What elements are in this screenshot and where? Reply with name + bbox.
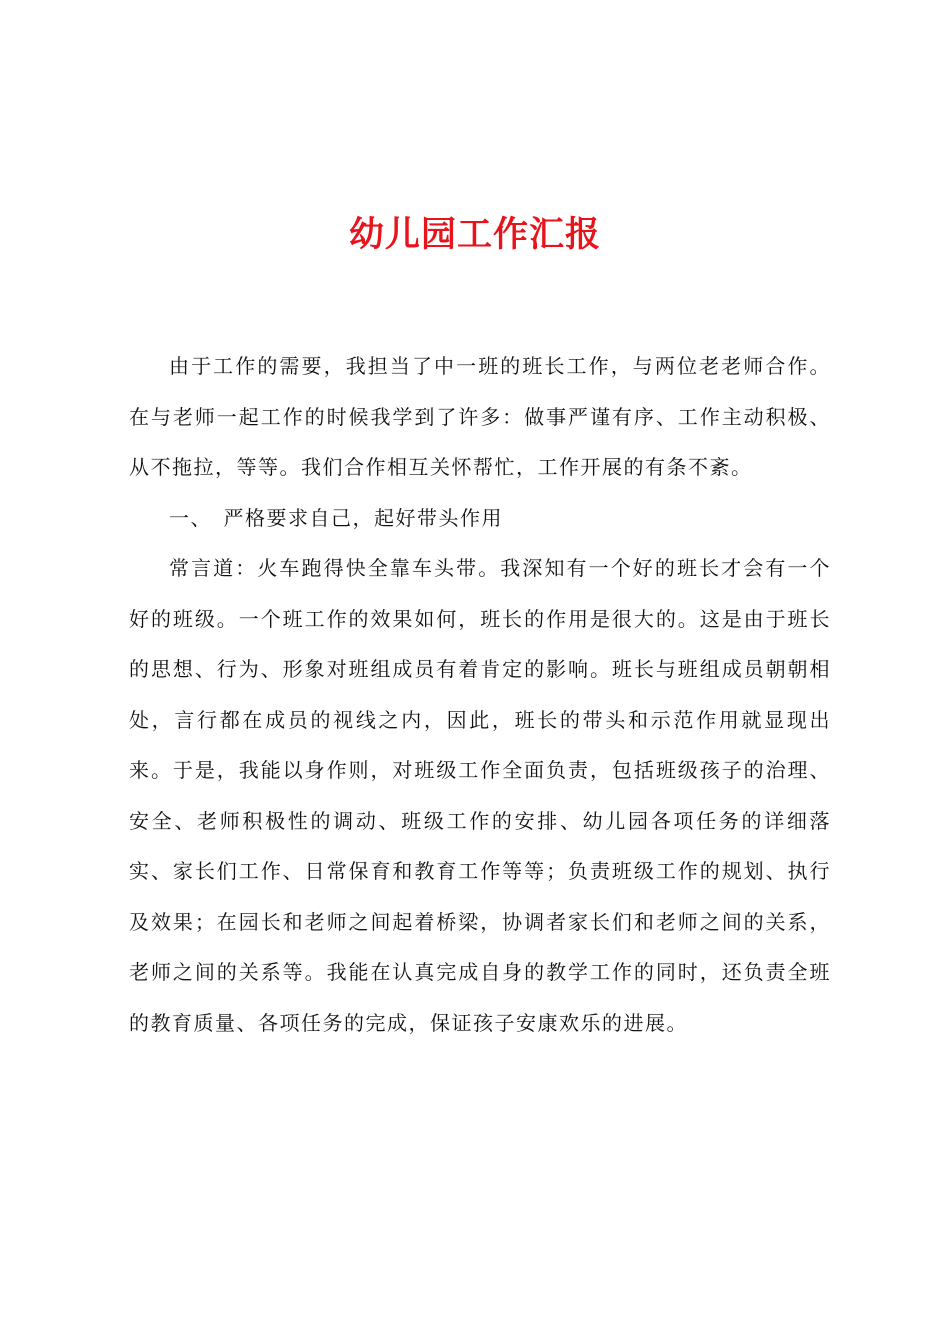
document-body bbox=[129, 341, 831, 1048]
document-title: 幼儿园工作汇报 bbox=[348, 214, 601, 255]
section-heading: 一、 严格要求自己，起好带头作用 bbox=[169, 505, 503, 530]
section-paragraph: 常言道：火车跑得快全靠车头带。我深知有一个好的班长才会有一个好的班级。一个班工作的效果如何，班长的作用是很大的。这是由于班长的思想、行为、形象对班组成员有着肯定的影响。班长与班组成员朝朝相处，言行都在成员的视线之内，因此，班长的带头和示范作用就显现出来。于是，我能以身作则，对班级工作全面负责，包括班级孩子的治理、安全、老师积极性的调动、班级工作的安排、幼儿园各项任务的详细落实、家长们工作、日常保育和教育工作等等；负责班级工作的规划、执行及效果；在园长和老师之间起着桥梁，协调者家长们和老师之间的关系，老师之间的关系等。我能在认真完成自身的教学工作的同时，还负责全班的教育质量、各项任务的完成，保证孩子安康欢乐的进展。 bbox=[129, 556, 831, 1035]
intro-paragraph: 由于工作的需要，我担当了中一班的班长工作，与两位老老师合作。在与老师一起工作的时候我学到了许多：做事严谨有序、工作主动积极、从不拖拉，等等。我们合作相互关怀帮忙，工作开展的有条不紊。 bbox=[129, 354, 831, 479]
